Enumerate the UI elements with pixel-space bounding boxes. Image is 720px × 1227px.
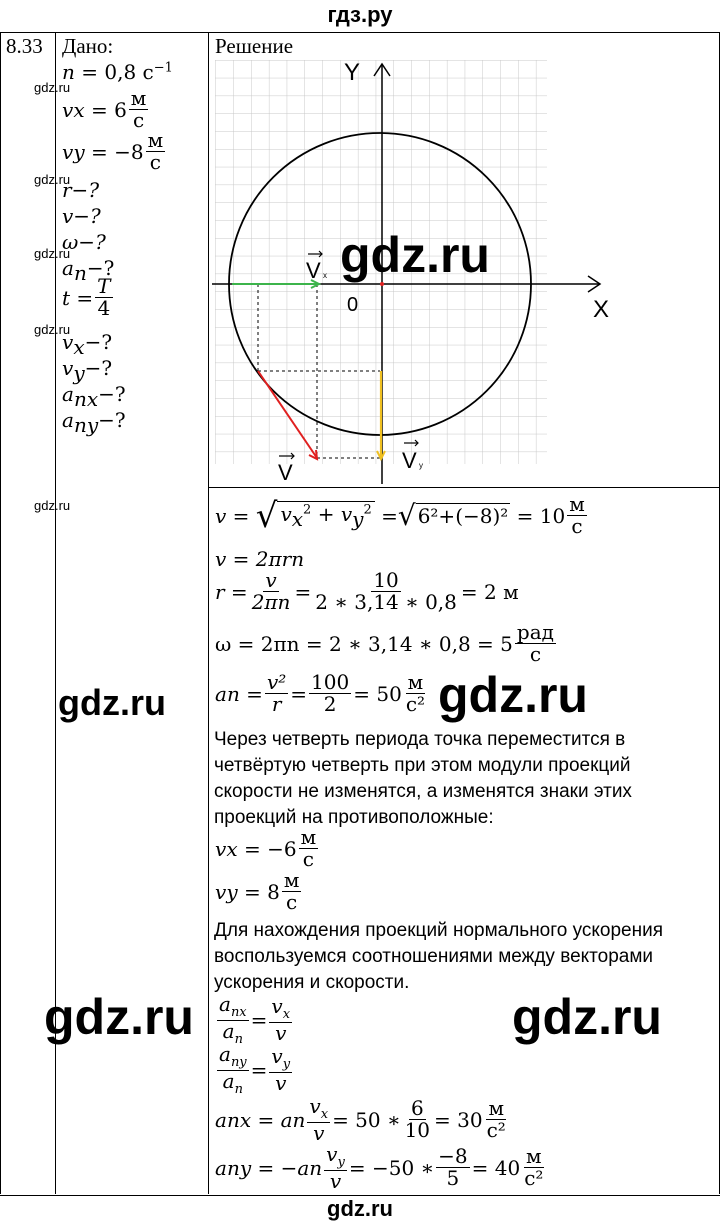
watermark: gdz.ru — [34, 172, 71, 187]
solution-heading: Решение — [215, 34, 294, 58]
find-anx: $a_{nx}-$? — [62, 382, 126, 411]
watermark: gdz.ru — [34, 246, 71, 261]
eq-any: a ny = −a n $\frac{v_y}{v}$ = −50 ∗ $\frac{-8}{5}$ = 40 $\frac{м}{\text{с²}}$ — [215, 1142, 544, 1193]
find-omega: ω−? — [62, 230, 106, 254]
eq-omega: ω = 2πn = 2 ∗ 3,14 ∗ 0,8 = 5 $\frac{\text{рад}}{с}$ — [215, 620, 554, 666]
find-r: r−? — [62, 178, 100, 202]
find-any: $a_{ny}-$? — [62, 408, 126, 437]
watermark: gdz.ru — [44, 989, 194, 1045]
site-header: гдз.ру — [327, 2, 393, 27]
eq-ratio-x: $\frac{a_{nx}}{a_n}$ = $\frac{v_x}{v}$ — [219, 992, 291, 1047]
find-v: v−? — [62, 204, 101, 228]
eq-an: a n = $\frac{\text{v²}}{r}$ = $\frac{100}{2}$ = 50 $\frac{м}{\text{с²}}$ — [215, 670, 426, 716]
watermark: gdz.ru — [340, 227, 490, 283]
find-vy: $v_y-$? — [62, 356, 113, 385]
eq-v-2pirn: v = 2πrn — [215, 547, 305, 571]
problem-number: 8.33 — [6, 34, 43, 58]
y-axis-label: Y — [344, 59, 361, 86]
given-n: n = 0,8 $с^{-1}$ — [62, 60, 173, 84]
given-t: t = $\frac{T}{4}$ — [62, 274, 111, 320]
watermark: gdz.ru — [512, 989, 662, 1045]
eq-speed: v = √ $v_x^2 + v_y^2$ = √ 6²+(−8)² = 10 $\frac{м}{с}$ — [215, 492, 585, 538]
given-vx: v x = 6 $\frac{м}{с}$ — [62, 86, 147, 132]
given-heading: Дано: — [62, 34, 114, 58]
vy-label-sub: y — [419, 461, 423, 470]
eq-anx: a nx = a n $\frac{v_x}{v}$ = 50 ∗ $\frac{6}{10}$ = 30 $\frac{м}{\text{с²}}$ — [215, 1094, 506, 1145]
watermark: gdz.ru — [438, 667, 588, 723]
vx-label-sub: x — [323, 271, 327, 280]
find-vx: $v_x-$? — [62, 330, 113, 359]
row-divider — [208, 487, 719, 488]
table-border-left — [0, 32, 1, 1194]
paragraph-quarter-period: Через четверть периода точка переместится в четвёртую четверть при этом модули проекций скорости не изменятся, а изменятся знаки этих проекций на противоположные: — [214, 729, 632, 828]
eq-ratio-y: $\frac{a_{ny}}{a_n}$ = $\frac{v_y}{v}$ — [219, 1042, 291, 1097]
watermark: gdz.ru — [34, 498, 71, 513]
origin-label: 0 — [347, 294, 359, 316]
watermark: gdz.ru — [34, 80, 71, 95]
find-an: $a_n-$? — [62, 256, 115, 285]
given-vy: v y = −8 $\frac{м}{с}$ — [62, 128, 164, 174]
x-axis-label: X — [593, 296, 610, 323]
eq-radius: r = $\frac{v}{2\pi n}$ = $\frac{10}{2 ∗ 3,14 ∗ 0,8}$ = 2 м — [215, 568, 519, 614]
watermark: gdz.ru — [34, 322, 71, 337]
v-label: V — [278, 460, 293, 484]
vx-label: V — [306, 258, 321, 283]
watermark: gdz.ru — [58, 682, 166, 723]
vy-label: V — [402, 448, 417, 473]
eq-vx-new: v x = −6 $\frac{м}{с}$ — [215, 825, 317, 871]
table-divider-2 — [208, 32, 209, 1194]
site-footer: gdz.ru — [327, 1196, 393, 1221]
paragraph-normal-acceleration: Для нахождения проекций нормального ускорения воспользуемся соотношениями между векторами ускорения и скорости. — [214, 920, 664, 993]
eq-vy-new: v y = 8 $\frac{м}{с}$ — [215, 868, 300, 914]
